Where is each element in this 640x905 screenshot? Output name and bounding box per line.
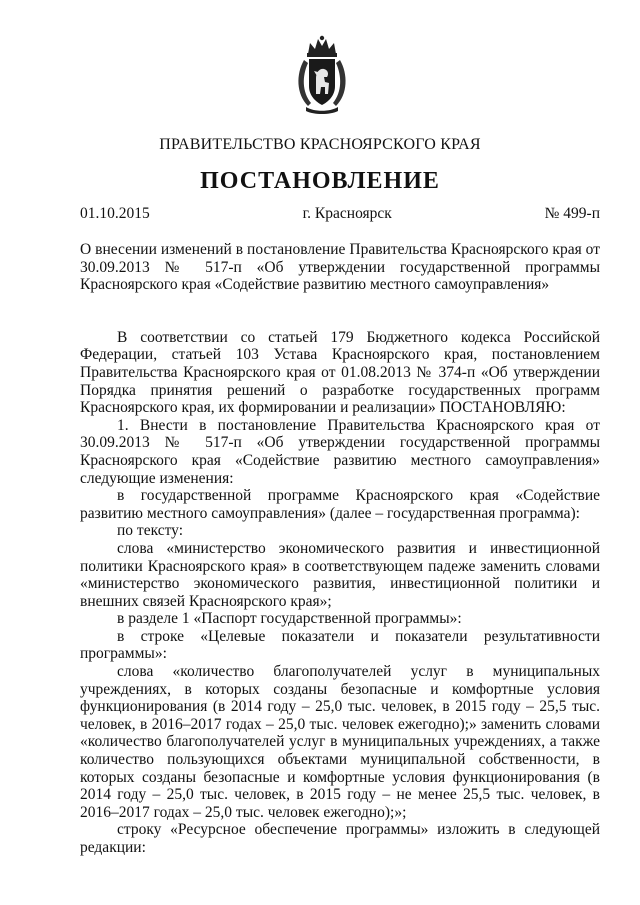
document-body	[80, 241, 600, 857]
coat-of-arms-icon	[294, 34, 350, 116]
document-meta	[80, 205, 600, 223]
document-date: 01.10.2015	[80, 205, 150, 222]
paragraph: 1. Внести в постановление Правительства Красноярского края от 30.09.2013 № 517-п «Об утверждении государственной программы Красноярского края «Содействие развитию местного самоуправления» следующие изменения:	[80, 416, 600, 487]
document-city: г. Красноярск	[302, 205, 392, 222]
document-number: № 499-п	[544, 205, 600, 222]
document-type-title: ПОСТАНОВЛЕНИЕ	[200, 168, 440, 194]
paragraph: по тексту:	[117, 522, 184, 540]
government-title: ПРАВИТЕЛЬСТВО КРАСНОЯРСКОГО КРАЯ	[159, 136, 481, 153]
paragraph: в строке «Целевые показатели и показатели результативности программы»:	[80, 627, 600, 663]
paragraph: строку «Ресурсное обеспечение программы» изложить в следующей редакции:	[80, 821, 600, 856]
paragraph: в государственной программе Красноярского края «Содействие развитию местного самоуправления» (далее – государственная программа):	[80, 487, 600, 522]
paragraph: слова «министерство экономического развития и инвестиционной политики Красноярского края» в соответствующем падеже заменить словами «министерство экономического развития, инвестиционной политики и внешних связей Красноярского края»;	[80, 539, 600, 610]
document-subject: О внесении изменений в постановление Правительства Красноярского края от 30.09.2013 № 517-п «Об утверждении государственной программы Красноярского края «Содействие развитию местного самоуправления»	[80, 241, 600, 294]
paragraph: слова «количество благополучателей услуг в муниципальных учреждениях, в которых созданы безопасные и комфортные условия функционирования (в 2014 году – 25,0 тыс. человек, в 2015 году – 25,5 тыс. человек, в 2016–2017 годах – 25,0 тыс. человек ежегодно);» заменить словами «количество благополучателей услуг в муниципальных учреждениях, а также количество пользующихся объектами муниципальной собственности, в которых созданы безопасные и комфортные условия функционирования (в 2014 году – 25,0 тыс. человек, в 2015 году – не менее 25,5 тыс. человек, в 2016–2017 годах – 25,0 тыс. человек ежегодно);»;	[80, 663, 600, 821]
paragraph: В соответствии со статьей 179 Бюджетного кодекса Российской Федерации, статьей 103 Устава Красноярского края, постановлением Правительства Красноярского края от 01.08.2013 № 374-п «Об утверждении Порядка принятия решений о разработке государственных программ Красноярского края, их формировании и реализации» ПОСТАНОВЛЯЮ:	[80, 328, 600, 417]
paragraph: в разделе 1 «Паспорт государственной программы»:	[117, 610, 462, 628]
